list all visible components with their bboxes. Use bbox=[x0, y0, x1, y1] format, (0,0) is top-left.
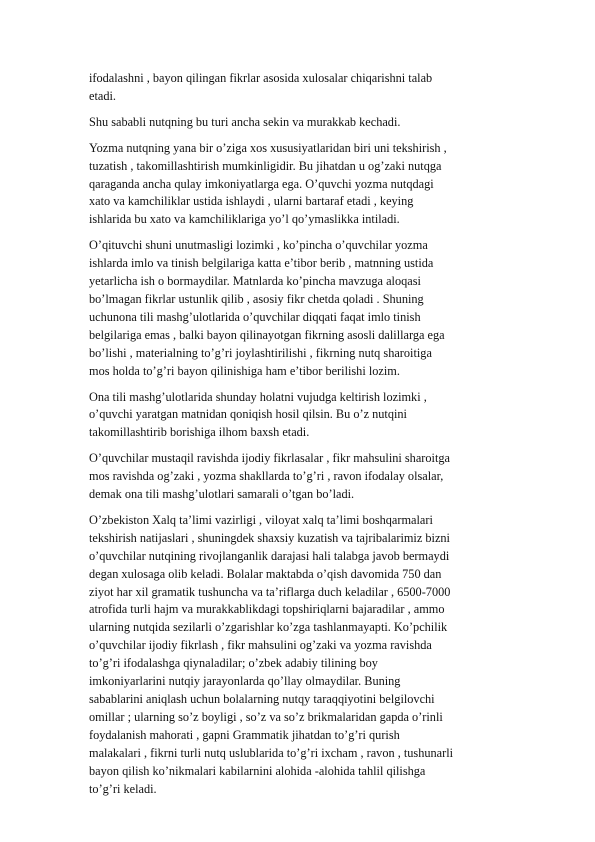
paragraph-7 bbox=[89, 512, 509, 799]
text-line: Shu sababli nutqning bu turi ancha sekin va murakkab kechadi. bbox=[89, 114, 401, 129]
text-line: belgilariga emas , balki bayon qilinayotgan fikrning asosli dalillarga ega bbox=[89, 327, 445, 342]
text-line: ishlarida bu xato va kamchiliklariga yo’l qo’ymaslikka intiladi. bbox=[89, 212, 400, 227]
text-line: Ona tili mashg’ulotlarida shunday holatni vujudga keltirish lozimki , bbox=[89, 389, 427, 404]
text-line: bo’lishi , materialning to’g’ri joylashtirilishi , fikrning nutq sharoitiga bbox=[89, 345, 432, 360]
paragraph-1 bbox=[89, 70, 509, 106]
text-line: ularning nutqida sezilarli o’zgarishlar ko’zga tashlanmayapti. Ko’pchilik bbox=[89, 620, 448, 635]
text-line: O’qituvchi shuni unutmasligi lozimki , ko’pincha o’quvchilar yozma bbox=[89, 238, 428, 253]
text-line: ifodalashni , bayon qilingan fikrlar asosida xulosalar chiqarishni talab bbox=[89, 71, 433, 85]
text-line: sabablarini aniqlash uchun bolalarning nutqy taraqqiyotini belgilovchi bbox=[89, 692, 435, 706]
text-line: o’quvchi yaratgan matnidan qoniqish hosil qilsin. Bu o’z nutqini bbox=[89, 407, 407, 422]
text-line: foydalanish mahorati , gapni Grammatik jihatdan to’g’ri qurish bbox=[89, 727, 400, 742]
text-line: atrofida turli hajm va murakkablikdagi topshiriqlarni bajaradilar , ammo bbox=[89, 602, 445, 617]
text-line: bo’lmagan fikrlar ustunlik qilib , asosiy fikr chetda qoladi . Shuning bbox=[89, 291, 424, 306]
text-line: O’quvchilar mustaqil ravishda ijodiy fikrlasalar , fikr mahsulini sharoitga bbox=[89, 451, 450, 466]
text-line: yetarlicha ish o bormaydilar. Matnlarda ko’pincha mavzuga aloqasi bbox=[89, 274, 421, 289]
paragraph-5 bbox=[89, 389, 509, 443]
text-line: mos ravishda og’zaki , yozma shakllarda to’g’ri , ravon ifodalay olsalar, bbox=[89, 469, 444, 484]
paragraph-3 bbox=[89, 140, 509, 230]
text-line: uchunona tili mashg’ulotlarida o’quvchilar diqqati faqat imlo tinish bbox=[89, 309, 421, 324]
text-line: tuzatish , takomillashtirish mumkinligidir. Bu jihatdan u og’zaki nutqga bbox=[89, 158, 442, 173]
paragraph-4 bbox=[89, 237, 509, 380]
document-body bbox=[89, 70, 509, 806]
text-line: to’g’ri keladi. bbox=[89, 781, 157, 796]
text-line: malakalari , fikrni turli nutq uslublarida to’g’ri ixcham , ravon , tushunarli bbox=[89, 745, 454, 760]
text-line: takomillashtirib borishiga ilhom baxsh etadi. bbox=[89, 425, 310, 440]
text-line: etadi. bbox=[89, 88, 116, 103]
text-line: xato va kamchiliklar ustida ishlaydi , ularni bartaraf etadi , keying bbox=[89, 194, 414, 209]
paragraph-6 bbox=[89, 450, 509, 504]
text-line: bayon qilish ko’nikmalari kabilarnini alohida -alohida tahlil qilishga bbox=[89, 763, 426, 778]
text-line: demak ona tili mashg’ulotlari samarali o’tgan bo’ladi. bbox=[89, 487, 355, 502]
text-line: to’g’ri ifodalashga qiynaladilar; o’zbek adabiy tilining boy bbox=[89, 656, 378, 671]
text-line: tekshirish natijaslari , shuningdek shaxsiy kuzatish va tajribalarimiz bizni bbox=[89, 530, 450, 545]
text-line: Yozma nutqning yana bir o’ziga xos xususiyatlaridan biri uni tekshirish , bbox=[89, 140, 447, 155]
text-line: o’quvchilar nutqining rivojlanganlik darajasi hali talabga javob bermaydi bbox=[89, 548, 450, 563]
text-line: imkoniyarlarini nutqiy jarayonlarda qo’llay olmaydilar. Buning bbox=[89, 674, 401, 689]
text-line: mos holda to’g’ri bayon qilinishiga ham e’tibor berilishi lozim. bbox=[89, 363, 400, 378]
text-line: ishlarda imlo va tinish belgilariga katta e’tibor berib , matnning ustida bbox=[89, 256, 434, 271]
text-line: omillar ; ularning so’z boyligi , so’z va so’z brikmalaridan gapda o’rinli bbox=[89, 709, 443, 724]
text-line: qaraganda ancha qulay imkoniyatlarga ega. O’quvchi yozma nutqdagi bbox=[89, 176, 434, 191]
text-line: O’zbekiston Xalq ta’limi vazirligi , viloyat xalq ta’limi boshqarmalari bbox=[89, 512, 433, 527]
text-line: degan xulosaga olib keladi. Bolalar maktabda o’qish davomida 750 dan bbox=[89, 566, 442, 581]
paragraph-2 bbox=[89, 114, 509, 132]
text-line: o’quvchilar ijodiy fikrlash , fikr mahsulini og’zaki va yozma ravishda bbox=[89, 638, 432, 653]
text-line: ziyot har xil gramatik tushuncha va ta’riflarga duch keladilar , 6500-7000 bbox=[89, 584, 451, 599]
